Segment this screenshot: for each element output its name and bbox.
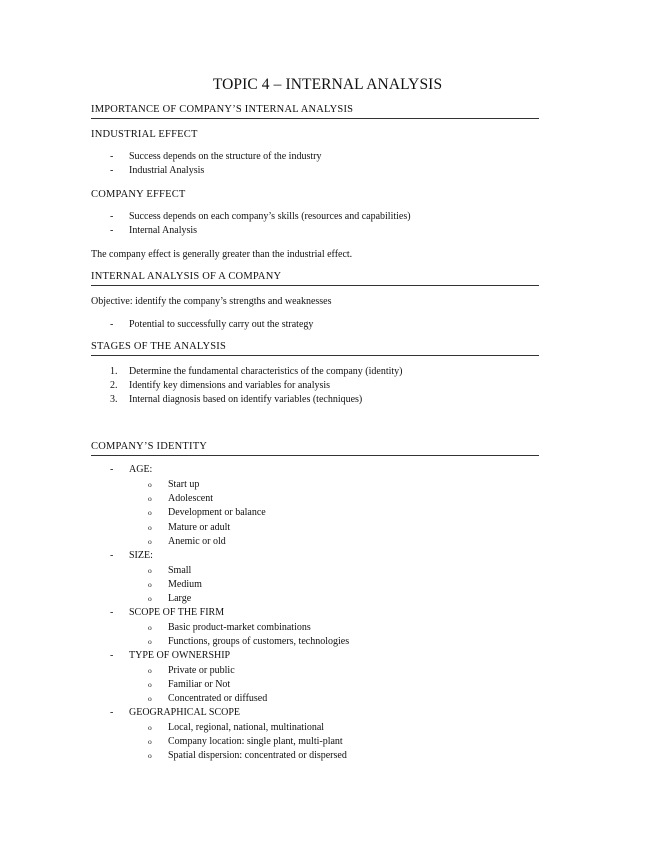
identity-group-label: SIZE:: [129, 550, 153, 561]
sub-list-item-text: Mature or adult: [168, 522, 231, 533]
circle-bullet: o: [148, 751, 152, 760]
list-item-text: Identify key dimensions and variables for analysis: [129, 380, 331, 391]
sub-list-item-text: Anemic or old: [168, 536, 226, 547]
item-number: 2.: [110, 380, 118, 391]
sub-list-item-text: Small: [168, 565, 192, 576]
circle-bullet: o: [148, 723, 152, 732]
subheading-industrial-effect: INDUSTRIAL EFFECT: [91, 129, 198, 140]
heading-internal-analysis: INTERNAL ANALYSIS OF A COMPANY: [91, 271, 539, 286]
dash-bullet: -: [110, 464, 114, 475]
dash-bullet: -: [110, 650, 114, 661]
circle-bullet: o: [148, 537, 152, 546]
dash-bullet: -: [110, 165, 114, 176]
page-title: TOPIC 4 – INTERNAL ANALYSIS: [212, 76, 443, 93]
circle-bullet: o: [148, 623, 152, 632]
dash-bullet: -: [110, 211, 114, 222]
circle-bullet: o: [148, 694, 152, 703]
dash-bullet: -: [110, 550, 114, 561]
list-item-text: Success depends on each company’s skills (resources and capabilities): [129, 211, 411, 222]
list-item-text: Industrial Analysis: [129, 165, 205, 176]
sub-list-item-text: Local, regional, national, multinational: [168, 722, 325, 733]
item-number: 3.: [110, 394, 118, 405]
dash-bullet: -: [110, 707, 114, 718]
identity-group-label: AGE:: [129, 464, 153, 475]
circle-bullet: o: [148, 523, 152, 532]
dash-bullet: -: [110, 151, 114, 162]
heading-stages: STAGES OF THE ANALYSIS: [91, 341, 539, 356]
circle-bullet: o: [148, 480, 152, 489]
circle-bullet: o: [148, 594, 152, 603]
company-effect-note: The company effect is generally greater than the industrial effect.: [91, 249, 353, 260]
identity-group-label: TYPE OF OWNERSHIP: [129, 650, 231, 661]
circle-bullet: o: [148, 580, 152, 589]
sub-list-item-text: Functions, groups of customers, technologies: [168, 636, 350, 647]
dash-bullet: -: [110, 607, 114, 618]
sub-list-item-text: Private or public: [168, 665, 235, 676]
sub-list-item-text: Spatial dispersion: concentrated or dispersed: [168, 750, 347, 761]
circle-bullet: o: [148, 637, 152, 646]
heading-company-identity: COMPANY’S IDENTITY: [91, 441, 539, 456]
list-item-text: Determine the fundamental characteristics of the company (identity): [129, 366, 403, 377]
heading-importance: IMPORTANCE OF COMPANY’S INTERNAL ANALYSIS: [91, 104, 539, 119]
dash-bullet: -: [110, 225, 114, 236]
sub-list-item-text: Adolescent: [168, 493, 213, 504]
dash-bullet: -: [110, 319, 114, 330]
circle-bullet: o: [148, 508, 152, 517]
circle-bullet: o: [148, 566, 152, 575]
circle-bullet: o: [148, 737, 152, 746]
sub-list-item-text: Basic product-market combinations: [168, 622, 311, 633]
sub-list-item-text: Medium: [168, 579, 202, 590]
circle-bullet: o: [148, 680, 152, 689]
sub-list-item-text: Start up: [168, 479, 200, 490]
sub-list-item-text: Development or balance: [168, 507, 266, 518]
circle-bullet: o: [148, 666, 152, 675]
item-number: 1.: [110, 366, 118, 377]
sub-list-item-text: Concentrated or diffused: [168, 693, 268, 704]
sub-list-item-text: Familiar or Not: [168, 679, 231, 690]
list-item-text: Success depends on the structure of the industry: [129, 151, 322, 162]
list-item-text: Internal Analysis: [129, 225, 198, 236]
sub-list-item-text: Large: [168, 593, 192, 604]
list-item-text: Potential to successfully carry out the strategy: [129, 319, 314, 330]
identity-group-label: GEOGRAPHICAL SCOPE: [129, 707, 241, 718]
circle-bullet: o: [148, 494, 152, 503]
subheading-company-effect: COMPANY EFFECT: [91, 189, 186, 200]
sub-list-item-text: Company location: single plant, multi-plant: [168, 736, 343, 747]
list-item-text: Internal diagnosis based on identify variables (techniques): [129, 394, 363, 405]
objective-text: Objective: identify the company’s strengths and weaknesses: [91, 296, 332, 307]
identity-group-label: SCOPE OF THE FIRM: [129, 607, 225, 618]
